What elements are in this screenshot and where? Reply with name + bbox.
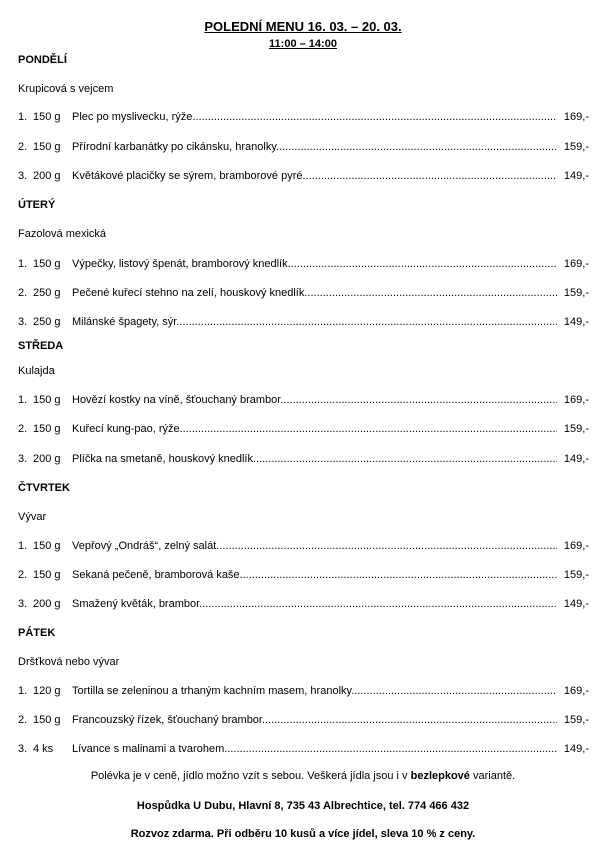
item-portion: 150 g [33,714,61,726]
item-description: Milánské špagety, sýr ..... [72,315,557,329]
item-price: 149,- [563,598,589,610]
footer-note [0,769,606,783]
menu-row [18,393,589,407]
footer-address: Hospůdka U Dubu, Hlavní 8, 735 43 Albrechtice, tel. 774 466 432 [136,800,470,812]
item-portion: 150 g [33,569,61,581]
item-description: Hovězí kostky na víně, šťouchaný brambor ..... [72,393,557,407]
item-number: 3. [18,598,28,610]
item-price: 149,- [563,453,589,465]
item-number: 3. [18,316,28,328]
item-number: 1. [18,685,28,697]
menu-row [18,315,589,329]
item-number: 2. [18,423,28,435]
item-portion: 150 g [33,111,61,123]
menu-row [18,110,589,124]
soup-wednesday: Kulajda [18,365,55,377]
item-description: Sekaná pečeně, bramborová kaše ..... [72,568,557,582]
menu-row [18,169,589,183]
day-heading-tuesday: ÚTERÝ [18,199,56,211]
item-portion: 150 g [33,540,61,552]
item-description: Lívance s malinami a tvarohem ..... [72,742,557,756]
item-description: Plec po myslivecku, rýže ..... [72,110,557,124]
item-description: Plíčka na smetaně, houskový knedlík ..... [72,452,557,466]
menu-row [18,286,589,300]
menu-row [18,539,589,553]
item-portion: 200 g [33,598,61,610]
item-price: 169,- [563,394,589,406]
item-description: Květákové placičky se sýrem, bramborové pyré ..... [72,169,557,183]
soup-monday: Krupicová s vejcem [18,83,114,95]
menu-row [18,742,589,756]
item-number: 1. [18,540,28,552]
serving-hours: 11:00 – 14:00 [269,38,337,50]
item-number: 3. [18,453,28,465]
day-heading-thursday: ČTVRTEK [18,482,70,494]
menu-row [18,597,589,611]
item-number: 3. [18,743,28,755]
item-description: Kuřecí kung-pao, rýže ..... [72,422,557,436]
item-price: 159,- [563,287,589,299]
item-portion: 150 g [33,141,61,153]
item-price: 169,- [563,685,589,697]
soup-thursday: Vývar [18,511,47,523]
item-description: Přírodní karbanátky po cikánsku, hranolky ..... [72,140,557,154]
footer-delivery: Rozvoz zdarma. Při odběru 10 kusů a více jídel, sleva 10 % z ceny. [130,828,476,840]
item-price: 169,- [563,111,589,123]
item-number: 2. [18,287,28,299]
item-price: 149,- [563,170,589,182]
item-price: 159,- [563,141,589,153]
item-portion: 120 g [33,685,61,697]
item-number: 2. [18,569,28,581]
item-description: Tortilla se zeleninou a trhaným kachním masem, hranolky ..... [72,684,557,698]
day-heading-monday: PONDĚLÍ [18,54,67,66]
item-price: 149,- [563,316,589,328]
menu-row [18,422,589,436]
day-heading-friday: PÁTEK [18,627,56,639]
item-price: 149,- [563,743,589,755]
item-portion: 4 ks [33,743,54,755]
item-price: 159,- [563,423,589,435]
item-portion: 150 g [33,423,61,435]
item-description: Výpečky, listový špenát, bramborový knedlík ..... [72,257,557,271]
day-heading-wednesday: STŘEDA [18,340,64,352]
item-portion: 150 g [33,258,61,270]
item-number: 1. [18,394,28,406]
item-price: 159,- [563,569,589,581]
item-number: 1. [18,111,28,123]
item-description: Francouzský řízek, šťouchaný brambor ..... [72,713,557,727]
footer-note-end: variantě. [469,770,516,782]
item-number: 3. [18,170,28,182]
item-portion: 200 g [33,170,61,182]
footer-note-start: Polévka je v ceně, jídlo možno vzít s sebou. Veškerá jídla jsou i v [90,770,411,782]
item-number: 2. [18,714,28,726]
menu-row [18,713,589,727]
soup-friday: Dršťková nebo vývar [18,656,120,668]
item-description: Pečené kuřecí stehno na zelí, houskový knedlík ..... [72,286,557,300]
menu-row [18,568,589,582]
menu-row [18,140,589,154]
item-portion: 200 g [33,453,61,465]
item-portion: 250 g [33,316,61,328]
item-number: 2. [18,141,28,153]
item-price: 169,- [563,540,589,552]
menu-title: POLEDNÍ MENU 16. 03. – 20. 03. [204,19,402,34]
menu-row [18,257,589,271]
soup-tuesday: Fazolová mexická [18,228,107,240]
item-portion: 150 g [33,394,61,406]
item-price: 159,- [563,714,589,726]
item-number: 1. [18,258,28,270]
item-price: 169,- [563,258,589,270]
item-description: Vepřový „Ondráš“, zelný salát ..... [72,539,557,553]
item-portion: 250 g [33,287,61,299]
menu-row [18,684,589,698]
item-description: Smažený květák, brambor ..... [72,597,557,611]
menu-row [18,452,589,466]
footer-note-bold: bezlepkové [410,770,470,782]
